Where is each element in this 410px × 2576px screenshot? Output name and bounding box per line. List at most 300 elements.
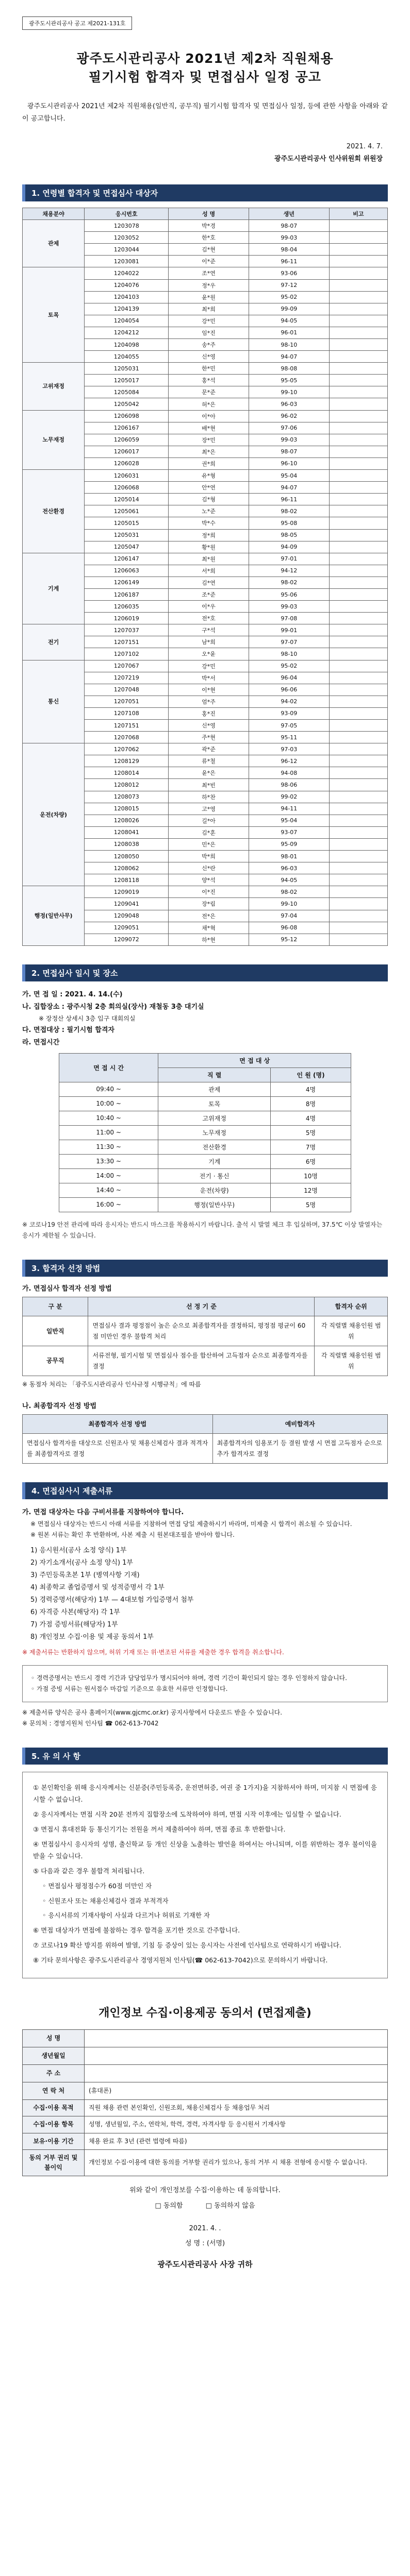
- birth-cell: 95-02: [249, 291, 329, 303]
- note-cell: [329, 613, 387, 624]
- label: 다. 면접대상: [22, 1026, 60, 1034]
- table-row: [59, 1082, 351, 1096]
- note-cell: [329, 732, 387, 743]
- note-cell: [329, 446, 387, 457]
- schedule-count: 12명: [270, 1183, 351, 1197]
- applicant-name-cell: 최*은: [169, 446, 249, 457]
- note-cell: [329, 494, 387, 505]
- table-row: [59, 1140, 351, 1154]
- consent-row: [23, 2047, 388, 2065]
- applicant-name-cell: 민*은: [169, 838, 249, 850]
- applicant-name-cell: 홍*진: [169, 707, 249, 719]
- birth-cell: 96-11: [249, 494, 329, 505]
- birth-cell: 97-12: [249, 279, 329, 291]
- app-number-cell: 1205084: [85, 386, 169, 398]
- table-row: [23, 1434, 388, 1464]
- schedule-col-field: 직 렬: [158, 1067, 271, 1082]
- note-cell: [329, 232, 387, 244]
- applicant-name-cell: 주*현: [169, 732, 249, 743]
- app-number-cell: 1209072: [85, 934, 169, 945]
- birth-cell: 96-03: [249, 862, 329, 874]
- applicant-name-cell: 곽*준: [169, 743, 249, 755]
- table-row: [59, 1154, 351, 1168]
- schedule-col-target: 면 접 대 상: [158, 1053, 351, 1067]
- app-number-cell: 1208041: [85, 826, 169, 838]
- app-number-cell: 1208026: [85, 815, 169, 826]
- schedule-time: 13:30 ~: [59, 1154, 158, 1168]
- note-cell: [329, 910, 387, 922]
- consent-value-birth: [85, 2047, 388, 2065]
- note-cell: [329, 588, 387, 600]
- list-item: 1) 응시원서(공사 소정 양식) 1부: [30, 1547, 127, 1555]
- applicant-name-cell: 채*혁: [169, 922, 249, 934]
- note-cell: [329, 339, 387, 351]
- note-cell: [329, 886, 387, 898]
- birth-cell: 94-07: [249, 482, 329, 494]
- birth-cell: 99-03: [249, 232, 329, 244]
- notice-item: ⑧ 기타 문의사항은 광주도시관리공사 경영지원처 인사팀(☎ 062-613-7042)으로 문의하시기 바랍니다.: [33, 1956, 328, 1964]
- note-cell: [329, 743, 387, 755]
- consent-purpose: 직원 채용 관련 본인확인, 신원조회, 채용신체검사 등 채용업무 처리: [85, 2100, 388, 2116]
- applicant-name-cell: 오*윤: [169, 648, 249, 660]
- schedule-count: 7명: [270, 1140, 351, 1154]
- schedule-count: 4명: [270, 1111, 351, 1125]
- page-title: [22, 49, 388, 87]
- note-cell: [329, 517, 387, 529]
- table-row: [23, 410, 388, 422]
- app-number-cell: 1209019: [85, 886, 169, 898]
- schedule-time: 14:40 ~: [59, 1183, 158, 1197]
- birth-cell: 95-08: [249, 517, 329, 529]
- s4-tail-1: ※ 제출서류 양식은 공사 홈페이지(www.gjcmc.or.kr) 공지사항에서 다운로드 받을 수 있습니다.: [22, 1708, 283, 1716]
- app-number-cell: 1208062: [85, 862, 169, 874]
- birth-cell: 97-07: [249, 636, 329, 648]
- app-number-cell: 1209051: [85, 922, 169, 934]
- s3a-title: 가. 면접심사 합격자 선정 방법: [22, 1284, 112, 1293]
- birth-cell: 94-05: [249, 874, 329, 886]
- app-number-cell: 1205017: [85, 375, 169, 386]
- s3b-title: 나. 최종합격자 선정 방법: [22, 1402, 97, 1410]
- schedule-field: 토목: [158, 1096, 271, 1111]
- field-cell: 행정(일반사무): [23, 886, 85, 945]
- note-cell: [329, 648, 387, 660]
- label: 나. 집합장소: [22, 1003, 60, 1011]
- app-number-cell: 1209041: [85, 898, 169, 910]
- app-number-cell: 1203052: [85, 232, 169, 244]
- note-cell: [329, 851, 387, 862]
- applicant-name-cell: 박*경: [169, 220, 249, 232]
- schedule-time: 14:00 ~: [59, 1168, 158, 1183]
- schedule-count: 6명: [270, 1154, 351, 1168]
- col-header-note: 비고: [329, 208, 387, 219]
- note-cell: [329, 529, 387, 541]
- field-cell: 전산환경: [23, 470, 85, 553]
- schedule-count: 4명: [270, 1082, 351, 1096]
- table-row: [23, 743, 388, 755]
- birth-cell: 98-07: [249, 220, 329, 232]
- birth-cell: 97-06: [249, 422, 329, 434]
- birth-cell: 99-03: [249, 601, 329, 613]
- sel-criteria: 면접심사 결과 평정점이 높은 순으로 최종합격자를 결정하되, 평정점 평균이 60점 미만인 경우 불합격 처리: [88, 1316, 315, 1346]
- app-number-cell: 1205061: [85, 505, 169, 517]
- applicant-name-cell: 이*준: [169, 256, 249, 267]
- birth-cell: 98-10: [249, 648, 329, 660]
- consent-options: [22, 2200, 388, 2212]
- interview-date: [22, 989, 388, 1001]
- note-cell: [329, 922, 387, 934]
- birth-cell: 97-05: [249, 720, 329, 732]
- table-row: [23, 1346, 388, 1376]
- birth-cell: 95-02: [249, 660, 329, 672]
- note-cell: [329, 470, 387, 482]
- note-cell: [329, 779, 387, 791]
- final-header-row: [23, 1414, 388, 1433]
- consent-form-table: [22, 2029, 388, 2176]
- s4-boxed-notes: [22, 1665, 388, 1702]
- notice-item: ② 응시자께서는 면접 시작 20분 전까지 집합장소에 도착하여야 하며, 면접 시작 이후에는 입실할 수 없습니다.: [33, 1810, 341, 1819]
- note-cell: [329, 767, 387, 779]
- birth-cell: 94-12: [249, 565, 329, 577]
- disagree-checkbox[interactable]: □ 동의하지 않음: [205, 2202, 255, 2210]
- applicant-name-cell: 권*희: [169, 457, 249, 469]
- note-cell: [329, 386, 387, 398]
- applicant-name-cell: 조*준: [169, 588, 249, 600]
- label: 가. 면 접 일: [22, 990, 58, 998]
- app-number-cell: 1204022: [85, 267, 169, 279]
- app-number-cell: 1208118: [85, 874, 169, 886]
- table-row: [59, 1183, 351, 1197]
- applicant-name-cell: 유*형: [169, 470, 249, 482]
- applicant-name-cell: 송*주: [169, 339, 249, 351]
- table-row: [23, 470, 388, 482]
- note-cell: [329, 755, 387, 767]
- table-row: [23, 886, 388, 898]
- col-header-field: 채용분야: [23, 208, 85, 219]
- schedule-time: 11:00 ~: [59, 1125, 158, 1140]
- s4-note-2: ※ 원본 서류는 확인 후 반환하며, 사본 제출 시 원본대조필을 받아야 합니다.: [30, 1531, 235, 1539]
- applicant-name-cell: 최*희: [169, 303, 249, 315]
- table-row: [23, 624, 388, 636]
- schedule-time: 10:40 ~: [59, 1111, 158, 1125]
- app-number-cell: 1208012: [85, 779, 169, 791]
- final-method: 면접심사 합격자를 대상으로 신원조사 및 채용신체검사 결과 적격자를 최종합격자로 결정: [23, 1434, 213, 1464]
- field-cell: 토목: [23, 267, 85, 363]
- applicant-name-cell: 김*연: [169, 577, 249, 588]
- note-cell: [329, 815, 387, 826]
- applicant-name-cell: 김*형: [169, 494, 249, 505]
- section-5-heading: 5. 유 의 사 항: [22, 1748, 388, 1765]
- col-header-name: 성 명: [169, 208, 249, 219]
- birth-cell: 96-02: [249, 410, 329, 422]
- applicant-name-cell: 하*현: [169, 934, 249, 945]
- birth-cell: 97-04: [249, 910, 329, 922]
- col-header-birth: 생년: [249, 208, 329, 219]
- sel-col-type: 구 분: [23, 1297, 88, 1316]
- table-row: [59, 1111, 351, 1125]
- schedule-field: 기계: [158, 1154, 271, 1168]
- birth-cell: 99-10: [249, 898, 329, 910]
- app-number-cell: 1208129: [85, 755, 169, 767]
- consent-row: [23, 2133, 388, 2149]
- consent-label: 연 락 처: [23, 2082, 85, 2100]
- sel-rank: 각 직렬별 채용인원 범위: [315, 1316, 388, 1346]
- note-cell: [329, 505, 387, 517]
- sel-criteria: 서류전형, 필기시험 및 면접심사 점수를 합산하여 고득점자 순으로 최종합격자를 결정: [88, 1346, 315, 1376]
- agree-checkbox[interactable]: □ 동의함: [155, 2202, 183, 2210]
- notice-box: [22, 1772, 388, 1979]
- birth-cell: 98-02: [249, 505, 329, 517]
- field-cell: 운전(차량): [23, 743, 85, 886]
- note-cell: [329, 541, 387, 553]
- app-number-cell: 1206187: [85, 588, 169, 600]
- intro-paragraph: 광주도시관리공사 2021년 제2차 직원채용(일반직, 공무직) 필기시험 합격자 및 면접심사 일정, 등에 관한 사항을 아래와 같이 공고합니다.: [22, 102, 388, 123]
- document-number: 광주도시관리공사 공고 제2021-131호: [22, 16, 132, 30]
- section-1-heading: 1. 연령별 합격자 및 면접심사 대상자: [22, 184, 388, 201]
- app-number-cell: 1204055: [85, 351, 169, 363]
- consent-label: 주 소: [23, 2065, 85, 2082]
- applicant-name-cell: 이*진: [169, 886, 249, 898]
- applicant-name-cell: 정*우: [169, 279, 249, 291]
- birth-cell: 94-11: [249, 803, 329, 815]
- consent-title: 개인정보 수집·이용제공 동의서 (면접제출): [99, 2007, 311, 2020]
- note-cell: [329, 898, 387, 910]
- schedule-field: 관제: [158, 1082, 271, 1096]
- sel-col-criteria: 선 정 기 준: [88, 1297, 315, 1316]
- final-col-method: 최종합격자 선정 방법: [23, 1414, 213, 1433]
- schedule-field: 운전(차량): [158, 1183, 271, 1197]
- notice-item: ◦ 신원조사 또는 채용신체검사 결과 부적격자: [42, 1896, 169, 1905]
- value: : 광주시청 2층 회의실(장사) 재철동 3층 대기실: [59, 1003, 204, 1011]
- applicant-name-cell: 장*민: [169, 434, 249, 446]
- s4-special-note: ※ 제출서류는 반환하지 않으며, 허위 기재 또는 위·변조된 서류를 제출한 경우 합격을 취소합니다.: [22, 1648, 284, 1656]
- note-cell: [329, 838, 387, 850]
- consent-value-phone: (휴대폰): [85, 2082, 388, 2100]
- note-cell: [329, 434, 387, 446]
- list-item: 8) 개인정보 수집·이용 및 제공 동의서 1부: [30, 1633, 154, 1641]
- app-number-cell: 1206167: [85, 422, 169, 434]
- schedule-field: 전산환경: [158, 1140, 271, 1154]
- applicant-name-cell: 박*서: [169, 672, 249, 684]
- note-cell: [329, 267, 387, 279]
- app-number-cell: 1204103: [85, 291, 169, 303]
- app-number-cell: 1207102: [85, 648, 169, 660]
- note-cell: [329, 327, 387, 338]
- birth-cell: 94-07: [249, 351, 329, 363]
- applicant-name-cell: 신*영: [169, 720, 249, 732]
- interview-place-note: ※ 장정산 상세시 3층 입구 대회의실: [39, 1014, 136, 1022]
- covid-note: ※ 코로나19 안전 관리에 따라 응시자는 반드시 마스크를 착용하시기 바랍니다. 출석 시 발열 체크 후 입실하며, 37.5℃ 이상 발열자는 응시가 제한될 수 있습니다.: [22, 1221, 383, 1239]
- applicant-name-cell: 배*현: [169, 422, 249, 434]
- note-cell: [329, 874, 387, 886]
- consent-label: 보유·이용 기간: [23, 2133, 85, 2149]
- table-row: [23, 553, 388, 565]
- consent-sign-block: [22, 2222, 388, 2273]
- notice-item: ⑤ 다음과 같은 경우 불합격 처리됩니다.: [33, 1867, 145, 1875]
- applicant-name-cell: 류*철: [169, 755, 249, 767]
- notice-item: ① 본인확인을 위해 응시자께서는 신분증(주민등록증, 운전면허증, 여권 중 1가지)을 지참하셔야 하며, 미지참 시 면접에 응시할 수 없습니다.: [33, 1783, 377, 1804]
- app-number-cell: 1204139: [85, 303, 169, 315]
- birth-cell: 99-01: [249, 624, 329, 636]
- issue-dateline: [22, 141, 388, 166]
- note-cell: [329, 720, 387, 732]
- birth-cell: 99-03: [249, 434, 329, 446]
- list-item: 5) 경력증명서(해당자) 1부 — 4대보험 가입증명서 첨부: [30, 1596, 194, 1604]
- birth-cell: 99-09: [249, 303, 329, 315]
- applicant-name-cell: 강*민: [169, 660, 249, 672]
- applicant-name-cell: 구*석: [169, 624, 249, 636]
- birth-cell: 96-04: [249, 672, 329, 684]
- note-cell: [329, 707, 387, 719]
- note-cell: [329, 256, 387, 267]
- app-number-cell: 1206098: [85, 410, 169, 422]
- birth-cell: 97-01: [249, 553, 329, 565]
- birth-cell: 96-12: [249, 755, 329, 767]
- birth-cell: 96-08: [249, 922, 329, 934]
- note-cell: [329, 220, 387, 232]
- app-number-cell: 1203078: [85, 220, 169, 232]
- app-number-cell: 1203044: [85, 244, 169, 256]
- value: : 필기시험 합격자: [59, 1026, 114, 1034]
- schedule-count: 5명: [270, 1125, 351, 1140]
- notice-item: ⑦ 코로나19 확산 방지를 위하여 발열, 기침 등 증상이 있는 응시자는 사전에 인사팀으로 연락하시기 바랍니다.: [33, 1941, 341, 1949]
- note-cell: [329, 279, 387, 291]
- consent-label: 성 명: [23, 2030, 85, 2047]
- applicant-name-cell: 최*빈: [169, 779, 249, 791]
- app-number-cell: 1206147: [85, 553, 169, 565]
- consent-label: 동의 거부 권리 및 불이익: [23, 2149, 85, 2176]
- notice-item: ④ 면접심사시 응시자의 성명, 출신학교 등 개인 신상을 노출하는 발언을 하여서는 아니되며, 이를 위반하는 경우 불이익을 받을 수 있습니다.: [33, 1840, 377, 1860]
- note-cell: [329, 934, 387, 945]
- schedule-time: 10:00 ~: [59, 1096, 158, 1111]
- applicant-name-cell: 최*원: [169, 553, 249, 565]
- issue-date: 2021. 4. 7.: [346, 142, 383, 150]
- app-number-cell: 1206149: [85, 577, 169, 588]
- note-cell: [329, 553, 387, 565]
- col-header-number: 응시번호: [85, 208, 169, 219]
- value: : 2021. 4. 14.(수): [57, 990, 123, 998]
- note-cell: [329, 672, 387, 684]
- birth-cell: 95-06: [249, 588, 329, 600]
- app-number-cell: 1207048: [85, 684, 169, 696]
- list-item: 6) 자격증 사본(해당자) 각 1부: [30, 1608, 120, 1617]
- field-cell: 기계: [23, 553, 85, 624]
- title-line-1: 광주도시관리공사 2021년 제2차 직원채용: [76, 51, 334, 66]
- s4-intro: 가. 면접 대상자는 다음 구비서류를 지참하여야 합니다.: [22, 1509, 184, 1517]
- birth-cell: 98-02: [249, 577, 329, 588]
- app-number-cell: 1204076: [85, 279, 169, 291]
- schedule-field: 전기 · 통신: [158, 1168, 271, 1183]
- applicant-name-cell: 정*희: [169, 529, 249, 541]
- birth-cell: 99-10: [249, 386, 329, 398]
- applicant-name-cell: 문*준: [169, 386, 249, 398]
- consent-label: 수집·이용 항목: [23, 2116, 85, 2133]
- title-line-2: 필기시험 합격자 및 면접심사 일정 공고: [89, 70, 321, 85]
- birth-cell: 96-06: [249, 684, 329, 696]
- app-number-cell: 1207108: [85, 707, 169, 719]
- list-item: 2) 자기소개서(공사 소정 양식) 1부: [30, 1559, 133, 1567]
- note-cell: [329, 457, 387, 469]
- app-number-cell: 1207051: [85, 696, 169, 707]
- note-cell: [329, 482, 387, 494]
- birth-cell: 98-06: [249, 779, 329, 791]
- applicant-name-cell: 한*호: [169, 232, 249, 244]
- applicant-name-cell: 신*란: [169, 862, 249, 874]
- app-number-cell: 1207068: [85, 732, 169, 743]
- schedule-time: 16:00 ~: [59, 1197, 158, 1212]
- note-cell: [329, 363, 387, 375]
- note-cell: [329, 565, 387, 577]
- birth-cell: 95-05: [249, 375, 329, 386]
- schedule-count: 10명: [270, 1168, 351, 1183]
- note-cell: [329, 375, 387, 386]
- sel-col-rank: 합격자 순위: [315, 1297, 388, 1316]
- applicant-name-cell: 박*희: [169, 851, 249, 862]
- consent-label: 생년월일: [23, 2047, 85, 2065]
- note-cell: [329, 398, 387, 410]
- birth-cell: 96-10: [249, 457, 329, 469]
- app-number-cell: 1206059: [85, 434, 169, 446]
- birth-cell: 95-12: [249, 934, 329, 945]
- app-number-cell: 1207062: [85, 743, 169, 755]
- app-number-cell: 1205014: [85, 494, 169, 505]
- list-item: 3) 주민등록초본 1부 (병역사항 기재): [30, 1571, 140, 1580]
- applicant-name-cell: 김*훈: [169, 826, 249, 838]
- list-item: 4) 최종학교 졸업증명서 및 성적증명서 각 1부: [30, 1584, 165, 1592]
- note-cell: [329, 660, 387, 672]
- note-cell: [329, 862, 387, 874]
- applicant-name-cell: 황*원: [169, 541, 249, 553]
- app-number-cell: 1205047: [85, 541, 169, 553]
- schedule-time: 09:40 ~: [59, 1082, 158, 1096]
- note-cell: [329, 696, 387, 707]
- section-3-heading: 3. 합격자 선정 방법: [22, 1260, 388, 1277]
- consent-row: [23, 2030, 388, 2047]
- app-number-cell: 1208050: [85, 851, 169, 862]
- table-header-row: [23, 208, 388, 219]
- note-cell: [329, 291, 387, 303]
- applicant-name-cell: 윤*은: [169, 767, 249, 779]
- applicant-name-cell: 신*영: [169, 351, 249, 363]
- applicant-name-cell: 허*은: [169, 398, 249, 410]
- note-cell: [329, 601, 387, 613]
- schedule-field: 노무재정: [158, 1125, 271, 1140]
- interview-info: [22, 989, 388, 1049]
- app-number-cell: 1206019: [85, 613, 169, 624]
- table-row: [59, 1168, 351, 1183]
- schedule-header-row: [59, 1053, 351, 1067]
- birth-cell: 96-03: [249, 398, 329, 410]
- applicant-name-cell: 조*연: [169, 267, 249, 279]
- app-number-cell: 1205031: [85, 529, 169, 541]
- note-cell: [329, 684, 387, 696]
- app-number-cell: 1209048: [85, 910, 169, 922]
- applicant-name-cell: 하*찬: [169, 791, 249, 803]
- app-number-cell: 1206068: [85, 482, 169, 494]
- note-cell: [329, 826, 387, 838]
- applicant-name-cell: 임*진: [169, 327, 249, 338]
- note-cell: [329, 410, 387, 422]
- applicant-name-cell: 안*연: [169, 482, 249, 494]
- consent-addressee: 광주도시관리공사 사장 귀하: [157, 2260, 253, 2269]
- app-number-cell: 1207151: [85, 720, 169, 732]
- consent-period: 채용 완료 후 3년 (관련 법령에 따름): [85, 2133, 388, 2149]
- app-number-cell: 1206063: [85, 565, 169, 577]
- section-4-heading: 4. 면접심사시 제출서류: [22, 1482, 388, 1499]
- consent-items: 성명, 생년월일, 주소, 연락처, 학력, 경력, 자격사항 등 응시원서 기재사항: [85, 2116, 388, 2133]
- app-number-cell: 1205031: [85, 363, 169, 375]
- field-cell: 관제: [23, 220, 85, 267]
- applicant-name-cell: 이*우: [169, 601, 249, 613]
